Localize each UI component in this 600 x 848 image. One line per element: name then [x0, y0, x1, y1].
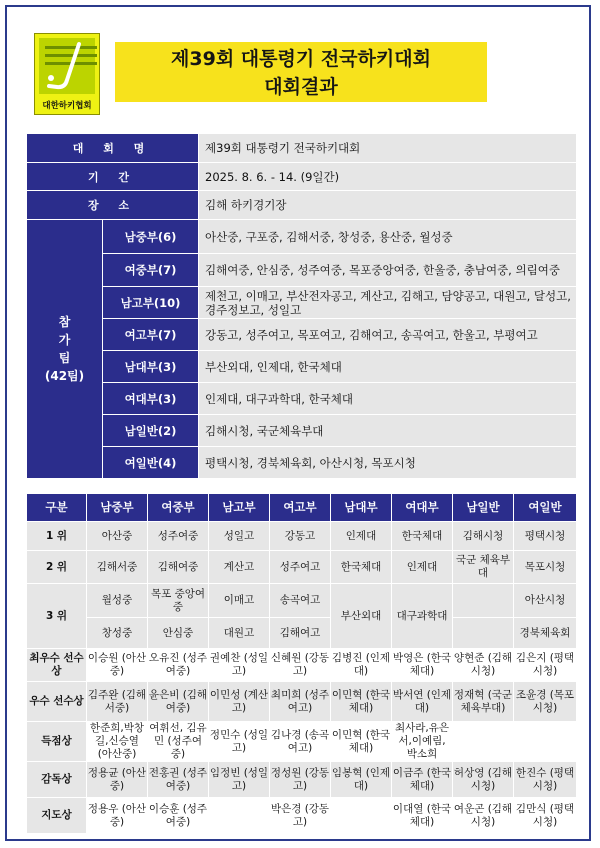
result-cell: 김해서중 [87, 551, 148, 584]
division-row [27, 220, 577, 254]
result-cell: 윤은비 (김해여중) [148, 682, 209, 722]
mentor-award-row [27, 798, 577, 834]
result-cell: 목포 중앙여중 [148, 584, 209, 618]
result-cell: 조윤경 (목포시청) [514, 682, 577, 722]
row-label: 지도상 [27, 798, 87, 834]
division-name: 여고부(7) [103, 319, 199, 351]
venue-label: 장 소 [27, 191, 199, 220]
result-cell: 이금주 (한국체대) [392, 762, 453, 798]
logo-emblem [39, 38, 95, 94]
result-cell: 임정빈 (성일고) [209, 762, 270, 798]
row-label: 득점상 [27, 722, 87, 762]
result-cell [453, 618, 514, 649]
result-cell: 부산외대 [331, 584, 392, 649]
info-row-venue [27, 191, 577, 220]
result-cell: 박서연 (인제대) [392, 682, 453, 722]
row-label: 감독상 [27, 762, 87, 798]
excellent-award-row [27, 682, 577, 722]
first-place-row [27, 522, 577, 551]
results-header-row [27, 494, 577, 522]
division-teams: 제천고, 이매고, 부산전자공고, 계산고, 김해고, 담양공고, 대원고, 달성고, 경주정보고, 성일고 [199, 287, 577, 319]
result-cell: 정용균 (아산중) [87, 762, 148, 798]
name-value: 제39회 대통령기 전국하키대회 [199, 134, 577, 163]
result-cell: 양현준 (김해시청) [453, 649, 514, 682]
association-logo [34, 33, 100, 115]
division-teams: 평택시청, 경북체육회, 아산시청, 목포시청 [199, 447, 577, 479]
result-cell: 계산고 [209, 551, 270, 584]
result-cell [453, 584, 514, 618]
division-name: 남고부(10) [103, 287, 199, 319]
result-cell: 한국체대 [392, 522, 453, 551]
result-cell: 김만식 (평택시청) [514, 798, 577, 834]
result-cell: 평택시청 [514, 522, 577, 551]
result-cell: 성일고 [209, 522, 270, 551]
result-cell [514, 722, 577, 762]
division-teams: 인제대, 대구과학대, 한국체대 [199, 383, 577, 415]
result-cell: 여휘선, 김유민 (성주여중) [149, 722, 207, 760]
division-name: 남대부(3) [103, 351, 199, 383]
division-teams: 아산중, 구포중, 김해서중, 창성중, 용산중, 월성중 [199, 220, 577, 254]
result-cell: 국군 체육부대 [453, 551, 514, 584]
division-name: 여일반(4) [103, 447, 199, 479]
result-cell: 이승훈 (성주여중) [148, 798, 209, 834]
division-row [27, 254, 577, 287]
result-cell: 김해여고 [270, 618, 331, 649]
info-row-period [27, 163, 577, 191]
period-label: 기 간 [27, 163, 199, 191]
division-row [27, 287, 577, 319]
division-teams: 부산외대, 인제대, 한국체대 [199, 351, 577, 383]
header-cell: 남고부 [209, 494, 270, 522]
result-cell: 아산중 [87, 522, 148, 551]
result-cell: 이민혁 (한국체대) [331, 682, 392, 722]
division-teams: 김해여중, 안심중, 성주여중, 목포중앙여중, 한울중, 충남여중, 의림여중 [199, 254, 577, 287]
division-name: 남일반(2) [103, 415, 199, 447]
title-banner [115, 42, 487, 102]
result-cell: 성주여중 [148, 522, 209, 551]
mvp-award-row [27, 649, 577, 682]
result-cell: 정성원 (강동고) [270, 762, 331, 798]
header-cell: 여중부 [148, 494, 209, 522]
result-cell [453, 722, 514, 762]
row-label: 최우수 선수상 [27, 649, 87, 682]
result-cell: 정민수 (성일고) [209, 722, 270, 762]
result-cell: 이민혁 (한국체대) [331, 722, 392, 762]
result-cell: 신혜원 (강동고) [270, 649, 331, 682]
second-place-row [27, 551, 577, 584]
result-cell: 경북체육회 [514, 618, 577, 649]
result-cell: 김해여중 [148, 551, 209, 584]
period-value: 2025. 8. 6. - 14. (9일간) [199, 163, 577, 191]
result-cell: 한진수 (평택시청) [514, 762, 577, 798]
result-cell: 인제대 [392, 551, 453, 584]
header-cell: 남중부 [87, 494, 148, 522]
result-cell: 김병진 (인제대) [331, 649, 392, 682]
coach-award-row [27, 762, 577, 798]
result-cell: 임봉혁 (인제대) [331, 762, 392, 798]
participants-label: 참 가 팀 (42팀) [27, 220, 103, 479]
header-cell: 구분 [27, 494, 87, 522]
division-name: 여중부(7) [103, 254, 199, 287]
header-cell: 남일반 [453, 494, 514, 522]
row-label: 1 위 [27, 522, 87, 551]
result-cell: 여운곤 (김해시청) [453, 798, 514, 834]
result-cell: 이매고 [209, 584, 270, 618]
result-cell: 이대열 (한국체대) [392, 798, 453, 834]
result-cell: 창성중 [87, 618, 148, 649]
result-cell: 정용우 (아산중) [87, 798, 148, 834]
result-cell: 이승원 (아산중) [87, 649, 148, 682]
scorer-award-row [27, 722, 577, 762]
header-cell: 여대부 [392, 494, 453, 522]
result-cell: 대원고 [209, 618, 270, 649]
result-cell: 오유진 (성주여중) [148, 649, 209, 682]
result-cell: 인제대 [331, 522, 392, 551]
third-place-row [27, 584, 577, 618]
result-cell: 강동고 [270, 522, 331, 551]
division-row [27, 447, 577, 479]
result-cell: 월성중 [87, 584, 148, 618]
result-cell: 김주완 (김해서중) [87, 682, 148, 722]
division-name: 남중부(6) [103, 220, 199, 254]
result-cell: 권예찬 (성일고) [209, 649, 270, 682]
results-table [26, 493, 577, 834]
result-cell [209, 798, 270, 834]
row-label: 3 위 [27, 584, 87, 649]
result-cell: 대구과학대 [392, 584, 453, 649]
hockey-stick-icon [39, 38, 95, 94]
logo-label: 대한하키협회 [42, 101, 92, 111]
result-cell: 정재혁 (국군체육부대) [453, 682, 514, 722]
result-cell: 이민성 (계산고) [209, 682, 270, 722]
division-teams: 강동고, 성주여고, 목포여고, 김해여고, 송곡여고, 한울고, 부평여고 [199, 319, 577, 351]
division-teams: 김해시청, 국군체육부대 [199, 415, 577, 447]
division-name: 여대부(3) [103, 383, 199, 415]
header-cell: 여고부 [270, 494, 331, 522]
result-cell: 김나경 (송곡여고) [270, 722, 331, 762]
division-row [27, 383, 577, 415]
result-cell: 최사라,유은서,이예림, 박소희 [392, 722, 453, 762]
division-row [27, 415, 577, 447]
division-row [27, 319, 577, 351]
result-cell: 박은경 (강동고) [270, 798, 331, 834]
tournament-info-table [26, 133, 577, 479]
result-cell: 목포시청 [514, 551, 577, 584]
row-label: 2 위 [27, 551, 87, 584]
division-row [27, 351, 577, 383]
result-cell: 한준희,박창길,신승열 (아산중) [87, 722, 148, 762]
result-cell: 한국체대 [331, 551, 392, 584]
result-cell: 박영은 (한국체대) [392, 649, 453, 682]
result-cell: 전홍권 (성주여중) [148, 762, 209, 798]
result-cell [331, 798, 392, 834]
result-cell: 최미희 (성주여고) [270, 682, 331, 722]
third-place-row [27, 618, 577, 649]
info-row-name [27, 134, 577, 163]
page-subtitle: 대회결과 [264, 76, 338, 98]
result-cell: 안심중 [148, 618, 209, 649]
result-cell: 김해시청 [453, 522, 514, 551]
row-label: 우수 선수상 [27, 682, 87, 722]
name-label: 대 회 명 [27, 134, 199, 163]
result-cell: 성주여고 [270, 551, 331, 584]
result-cell: 김은지 (평택시청) [514, 649, 577, 682]
result-cell: 아산시청 [514, 584, 577, 618]
header-cell: 남대부 [331, 494, 392, 522]
header-cell: 여일반 [514, 494, 577, 522]
result-cell: 허상영 (김해시청) [453, 762, 514, 798]
venue-value: 김해 하키경기장 [199, 191, 577, 220]
page-title: 제39회 대통령기 전국하키대회 [171, 48, 431, 70]
result-cell: 송곡여고 [270, 584, 331, 618]
